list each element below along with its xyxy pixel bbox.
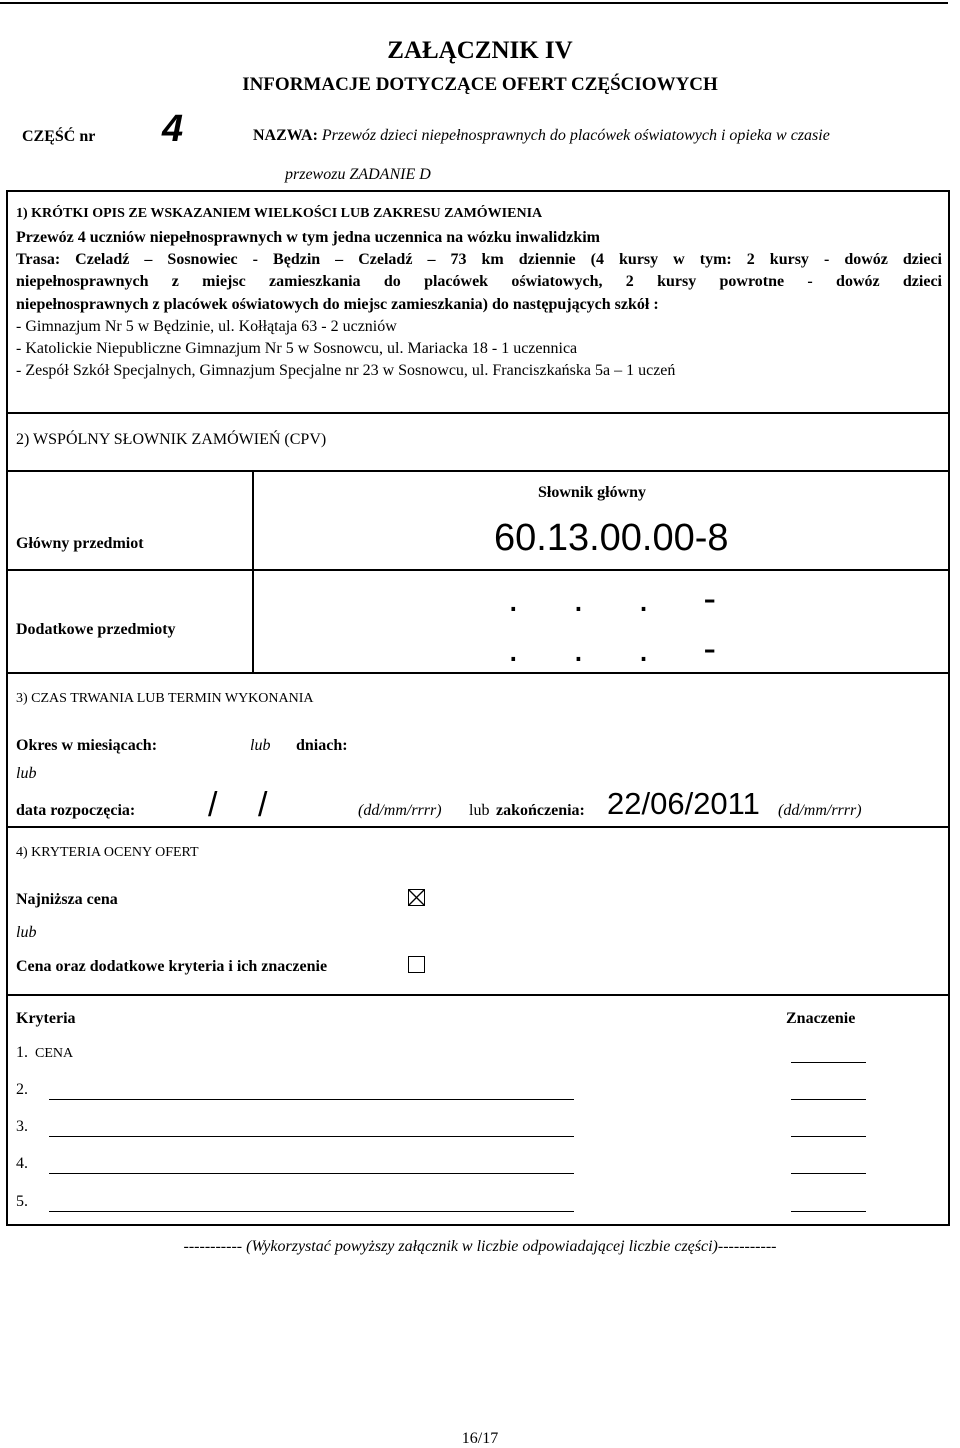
part-number: 4 (162, 108, 184, 150)
description-line-3: niepełnosprawnych z miejsc zamieszkania do placówek oświatowych, 2 kursy powrotne - dowóz dzieci (16, 273, 942, 290)
price-criteria-checkbox[interactable] (408, 956, 425, 973)
checkbox-x-icon (408, 889, 425, 906)
criteria-input-line-2[interactable] (49, 1099, 574, 1100)
start-date-label: data rozpoczęcia: (16, 802, 136, 819)
lub-inline: lub (250, 737, 271, 754)
criteria-num-1: 1. (16, 1044, 28, 1061)
cpv-additional-code-1: . . . - (508, 578, 738, 620)
criteria-input-line-5[interactable] (49, 1211, 574, 1212)
months-label: Okres w miesiącach: (16, 737, 158, 754)
section-duration (6, 672, 950, 826)
price-criteria-label: Cena oraz dodatkowe kryteria i ich znaczenie (16, 958, 328, 975)
description-line-1: Przewóz 4 uczniów niepełnosprawnych w tym jedna uczennica na wózku inwalidzkim (16, 229, 600, 246)
start-date-slash-1: / (208, 786, 218, 824)
school-item-3: - Zespół Szkół Specjalnych, Gimnazjum Specjalne nr 23 w Sosnowcu, ul. Franciszkańska 5a – 1 uczeń (16, 362, 676, 379)
part-name-label: NAZWA: (253, 127, 318, 144)
criteria-num-4: 4. (16, 1155, 28, 1172)
criteria-num-5: 5. (16, 1193, 28, 1210)
page-number: 16/17 (461, 1430, 499, 1447)
cpv-main-code: 60.13.00.00-8 (494, 517, 729, 559)
cpv-column-divider (252, 472, 254, 672)
section-short-description (6, 190, 950, 412)
lub-text: lub (16, 765, 37, 782)
start-date-slash-2: / (258, 786, 268, 824)
weight-input-line-5[interactable] (791, 1211, 866, 1212)
weight-input-line-3[interactable] (791, 1136, 866, 1137)
criteria-table (6, 994, 950, 1226)
section3-heading: 3) CZAS TRWANIA LUB TERMIN WYKONANIA (16, 691, 314, 706)
part-name-value: Przewóz dzieci niepełnosprawnych do placówek oświatowych i opieka w czasie (321, 127, 830, 144)
description-line-2: Trasa: Czeladź – Sosnowiec - Będzin – Czeladź – 73 km dziennie (4 kursy w tym: 2 kursy - dowóz dzieci (16, 251, 942, 268)
part-name (253, 127, 830, 145)
cpv-main-label: Główny przedmiot (16, 535, 144, 552)
end-date-format: (dd/mm/rrrr) (778, 802, 862, 819)
criteria-input-line-3[interactable] (49, 1136, 574, 1137)
section-criteria (6, 826, 950, 994)
school-item-1: - Gimnazjum Nr 5 w Będzinie, ul. Kołłątaja 63 - 2 uczniów (16, 318, 397, 335)
end-date-value: 22/06/2011 (607, 786, 760, 821)
section1-heading: 1) KRÓTKI OPIS ZE WSKAZANIEM WIELKOŚCI LUB ZAKRESU ZAMÓWIENIA (16, 206, 543, 221)
cpv-additional-label: Dodatkowe przedmioty (16, 621, 176, 638)
cpv-column-header: Słownik główny (538, 484, 647, 501)
criteria-column-header: Kryteria (16, 1010, 76, 1027)
section4-heading: 4) KRYTERIA OCENY OFERT (16, 845, 199, 860)
part-name-continued: przewozu ZADANIE D (285, 166, 431, 183)
section-cpv-heading (6, 412, 950, 470)
criteria-num-3: 3. (16, 1118, 28, 1135)
weight-input-line-4[interactable] (791, 1173, 866, 1174)
lowest-price-checkbox[interactable] (408, 889, 425, 906)
description-line-4: niepełnosprawnych z placówek oświatowych do miejsc zamieszkania) do następujących szkół : (16, 296, 659, 313)
end-date-label: zakończenia: (496, 802, 585, 819)
document-subtitle: INFORMACJE DOTYCZĄCE OFERT CZĘŚCIOWYCH (242, 74, 718, 95)
weight-input-line-1[interactable] (791, 1062, 866, 1063)
start-date-format: (dd/mm/rrrr) (358, 802, 442, 819)
weight-column-header: Znaczenie (786, 1010, 856, 1027)
cpv-additional-code-2: . . . - (508, 628, 738, 670)
part-label: CZĘŚĆ nr (22, 128, 96, 145)
lub-text-2: lub (469, 802, 490, 819)
top-rule (0, 2, 948, 4)
section2-heading: 2) WSPÓLNY SŁOWNIK ZAMÓWIEŃ (CPV) (16, 431, 327, 448)
usage-note: ----------- (Wykorzystać powyższy załącznik w liczbie odpowiadającej liczbie części)----------- (183, 1238, 777, 1255)
school-item-2: - Katolickie Niepubliczne Gimnazjum Nr 5 w Sosnowcu, ul. Mariacka 18 - 1 uczennica (16, 340, 578, 357)
document-title: ZAŁĄCZNIK IV (387, 37, 573, 64)
lub-text-3: lub (16, 924, 37, 941)
criteria-input-line-4[interactable] (49, 1173, 574, 1174)
lowest-price-label: Najniższa cena (16, 891, 118, 908)
criteria-label-1: CENA (35, 1046, 74, 1061)
weight-input-line-2[interactable] (791, 1099, 866, 1100)
days-label: dniach: (296, 737, 348, 754)
cpv-table (6, 470, 950, 672)
cpv-row-divider (8, 569, 948, 571)
criteria-num-2: 2. (16, 1081, 28, 1098)
